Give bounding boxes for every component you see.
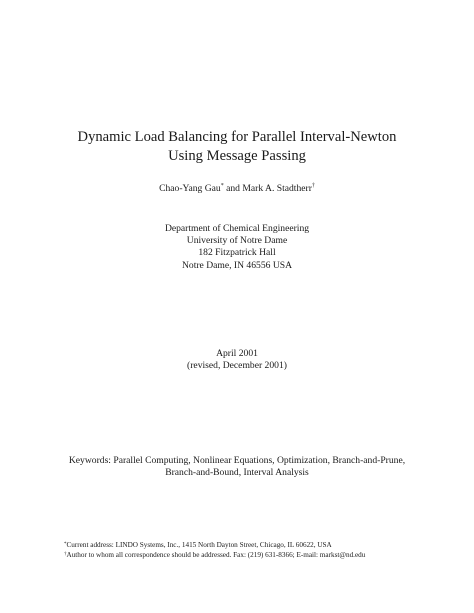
affiliation-university: University of Notre Dame [186,235,288,247]
paper-title [0,128,474,166]
footnote-1-mark: * [64,542,67,547]
author-name-2: Mark A. Stadtherr [242,183,312,194]
title-line-1: Dynamic Load Balancing for Parallel Interval-Newton [77,129,397,145]
author-2-footnote-mark: † [311,183,315,189]
affiliation-city: Notre Dame, IN 46556 USA [181,259,293,271]
affiliation-department: Department of Chemical Engineering [164,223,310,234]
footnote-2-mark: † [64,551,67,557]
affiliation-street: 182 Fitzpatrick Hall [198,247,276,259]
footnotes [64,541,444,560]
footnote-2-text: Author to whom all correspondence should be addressed. Fax: (219) 631-8366; E-mail: markst@nd.edu [66,550,366,559]
footnote-1 [64,541,444,551]
date-original: April 2001 [216,348,258,359]
footnote-2 [64,551,444,561]
title-line-2: Using Message Passing [168,148,306,164]
author-name-1: Chao-Yang Gau [159,183,221,194]
date-revised: (revised, December 2001) [187,360,287,372]
author-list [0,183,474,195]
footnote-1-text: Current address: LINDO Systems, Inc., 1415 North Dayton Street, Chicago, IL 60622, USA [66,541,332,549]
date-block [0,348,474,372]
keywords-block [0,455,474,479]
author-conjunction: and [223,183,243,194]
keywords-line-1: Keywords: Parallel Computing, Nonlinear Equations, Optimization, Branch-and-Prune, [68,455,406,466]
affiliation-block [0,223,474,272]
author-1-footnote-mark: * [220,183,224,189]
keywords-line-2: Branch-and-Bound, Interval Analysis [165,467,309,478]
